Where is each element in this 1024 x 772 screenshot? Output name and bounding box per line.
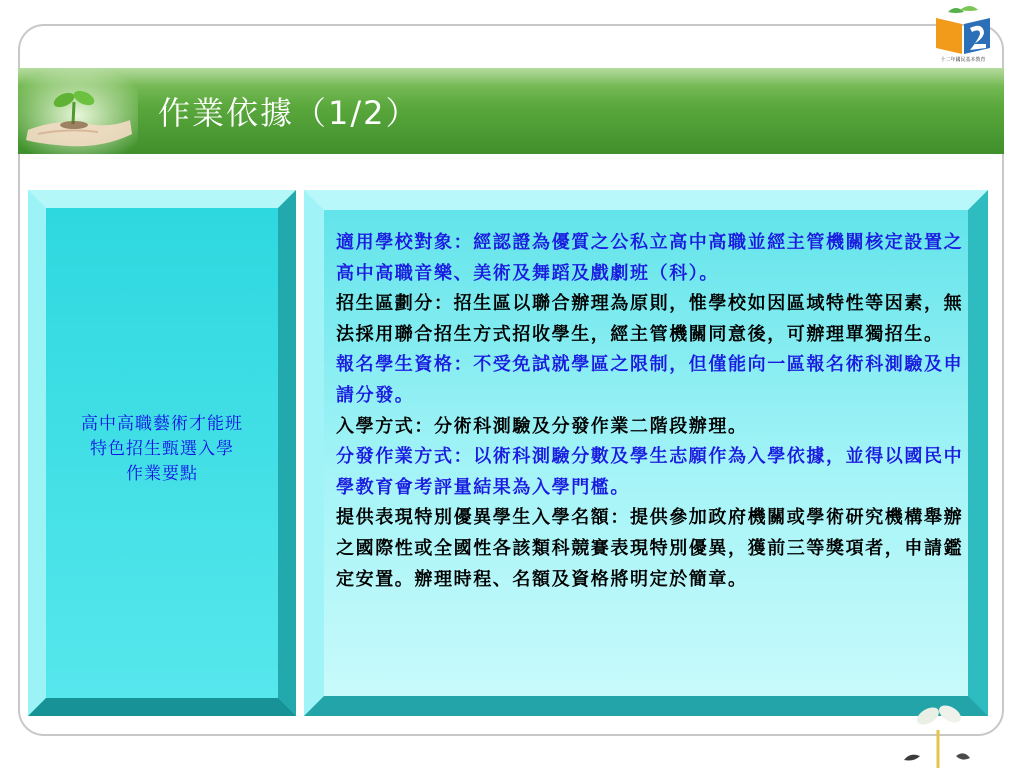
right-panel	[304, 190, 988, 716]
paragraph-admission-method: 入學方式：分術科測驗及分發作業二階段辦理。	[336, 415, 748, 437]
paragraph-special-quota: 提供表現特別優異學生入學名額：提供參加政府機關或學術研究機構舉辦之國際性或全國性各該類科競賽表現特別優異，獲前三等獎項者，申請鑑定安置。辦理時程、名額及資格將明定於簡章。	[336, 507, 964, 590]
left-panel-label	[46, 412, 278, 487]
paragraph-eligibility: 報名學生資格：不受免試就學區之限制，但僅能向一區報名術科測驗及申請分發。	[336, 354, 964, 406]
paragraph-allocation-method: 分發作業方式：以術科測驗分數及學生志願作為入學依據，並得以國民中學教育會考評量結果為入學門檻。	[336, 446, 964, 498]
paragraph-target-schools: 適用學校對象：經認證為優質之公私立高中高職並經主管機關核定設置之高中高職音樂、美術及舞蹈及戲劇班（科）。	[336, 232, 964, 284]
left-panel-face	[46, 208, 278, 698]
paragraph-enrollment-zones: 招生區劃分：招生區以聯合辦理為原則，惟學校如因區域特性等因素，無法採用聯合招生方式招收學生，經主管機關同意後，可辦理單獨招生。	[336, 293, 964, 345]
sprout-decoration-icon	[890, 690, 1010, 768]
left-label-line: 作業要點	[126, 464, 198, 484]
content-text	[336, 228, 968, 595]
logo-caption: 十二年國民基本教育	[940, 57, 986, 63]
title-bar-shine	[18, 68, 1004, 86]
left-label-line: 高中高職藝術才能班	[81, 414, 243, 434]
left-panel	[28, 190, 296, 716]
sprout-in-hands-icon	[18, 68, 138, 154]
left-label-line: 特色招生甄選入學	[90, 439, 234, 459]
page-title: 作業依據（1/2）	[158, 94, 420, 132]
